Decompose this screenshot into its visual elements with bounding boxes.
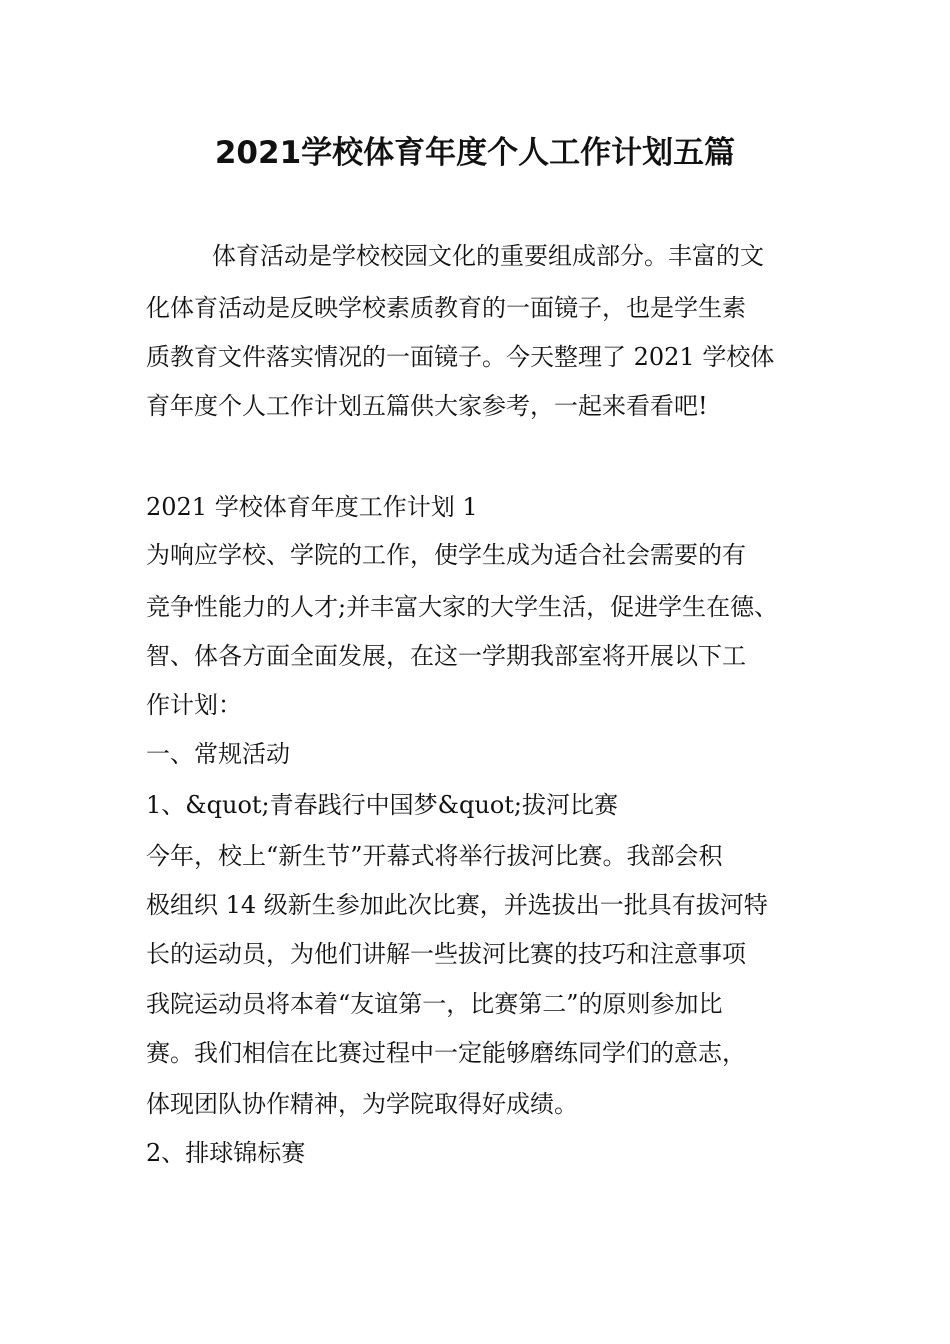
body-line: 竞争性能力的人才;并丰富大家的大学生活，促进学生在德、 (146, 593, 779, 621)
body-line: 赛。我们相信在比赛过程中一定能够磨练同学们的意志， (146, 1039, 746, 1067)
intro-line: 质教育文件落实情况的一面镜子。今天整理了 2021 学校体 (146, 343, 775, 371)
document-title: 2021学校体育年度个人工作计划五篇 (214, 135, 736, 171)
intro-line: 育年度个人工作计划五篇供大家参考，一起来看看吧! (146, 392, 708, 420)
body-line: 为响应学校、学院的工作，使学生成为适合社会需要的有 (146, 541, 746, 569)
intro-line: 体育活动是学校校园文化的重要组成部分。丰富的文 (212, 242, 764, 270)
body-line: 长的运动员，为他们讲解一些拔河比赛的技巧和注意事项 (146, 940, 746, 968)
body-line: 作计划： (146, 691, 242, 719)
intro-line: 化体育活动是反映学校素质教育的一面镜子，也是学生素 (146, 294, 746, 322)
body-line: 今年，校上“新生节”开幕式将举行拔河比赛。我部会积 (146, 842, 723, 870)
body-line: 我院运动员将本着“友谊第一，比赛第二”的原则参加比 (146, 990, 723, 1018)
body-line: 极组织 14 级新生参加此次比赛，并选拔出一批具有拔河特 (146, 891, 768, 919)
body-line: 智、体各方面全面发展，在这一学期我部室将开展以下工 (146, 642, 746, 670)
item-heading: 1、&quot;青春践行中国梦&quot;拔河比赛 (146, 791, 618, 819)
subsection-heading: 一、常规活动 (146, 740, 290, 768)
section-heading: 2021 学校体育年度工作计划 1 (146, 493, 478, 521)
item-heading: 2、排球锦标赛 (146, 1139, 306, 1167)
body-line: 体现团队协作精神，为学院取得好成绩。 (146, 1090, 578, 1118)
